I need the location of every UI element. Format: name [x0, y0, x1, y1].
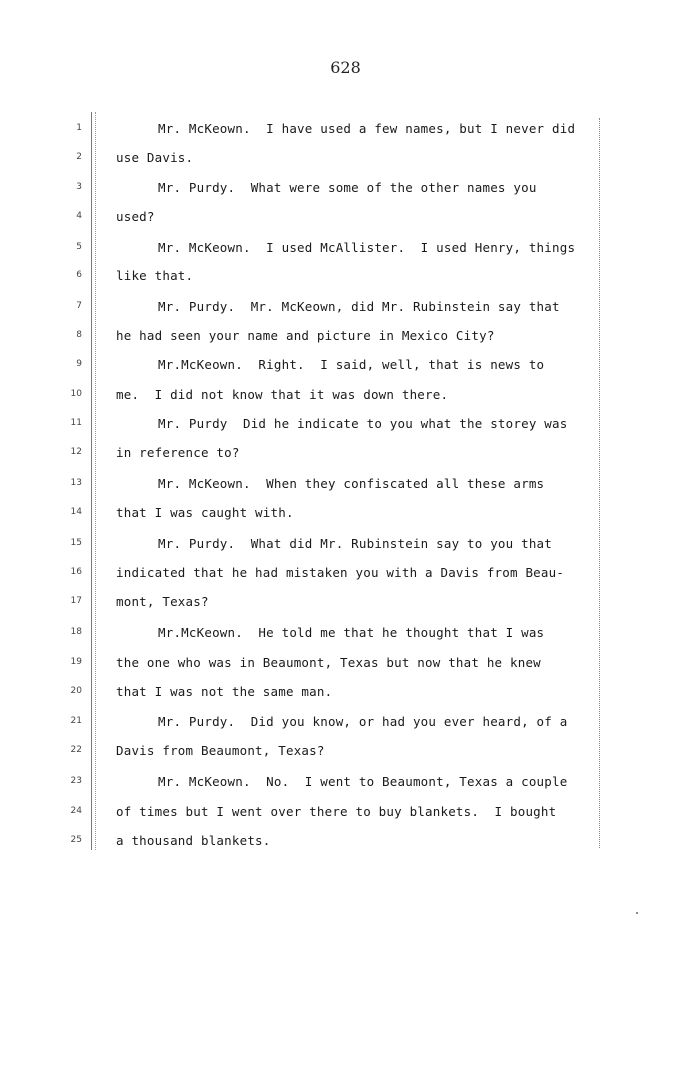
transcript-line: of times but I went over there to buy blankets. I bought — [116, 804, 557, 819]
transcript-line: indicated that he had mistaken you with a Davis from Beau- — [116, 565, 565, 580]
line-number: 25 — [70, 835, 82, 845]
line-number: 7 — [76, 301, 82, 311]
line-number: 6 — [76, 270, 82, 280]
line-number: 17 — [70, 596, 82, 606]
line-number: 12 — [70, 447, 82, 457]
line-number: 4 — [76, 211, 82, 221]
left-margin-rule — [91, 112, 96, 850]
transcript-line: the one who was in Beaumont, Texas but now that he knew — [116, 655, 541, 670]
right-margin-rule — [599, 118, 600, 848]
line-number: 3 — [76, 182, 82, 192]
transcript-line: use Davis. — [116, 150, 194, 165]
line-number: 2 — [76, 152, 82, 162]
transcript-line: Mr. Purdy. What were some of the other names you — [158, 180, 537, 195]
transcript-line: Mr. Purdy Did he indicate to you what the storey was — [158, 416, 568, 431]
line-number: 23 — [70, 776, 82, 786]
transcript-line: Mr. McKeown. No. I went to Beaumont, Texas a couple — [158, 774, 568, 789]
transcript-line: Mr. McKeown. I have used a few names, but I never did — [158, 121, 576, 136]
page-number: 628 — [330, 58, 361, 77]
scan-speck — [636, 912, 638, 914]
line-number: 8 — [76, 330, 82, 340]
transcript-line: used? — [116, 209, 155, 224]
transcript-line: mont, Texas? — [116, 594, 209, 609]
transcript-line: like that. — [116, 268, 194, 283]
transcript-line: Mr. Purdy. What did Mr. Rubinstein say to you that — [158, 536, 553, 551]
transcript-line: Mr.McKeown. He told me that he thought that I was — [158, 625, 545, 640]
line-number: 5 — [76, 242, 82, 252]
line-number: 13 — [70, 478, 82, 488]
transcript-line: me. I did not know that it was down there. — [116, 387, 449, 402]
transcript-line: Mr. Purdy. Did you know, or had you ever heard, of a — [158, 714, 568, 729]
line-number: 22 — [70, 745, 82, 755]
transcript-line: that I was not the same man. — [116, 684, 333, 699]
line-number: 11 — [70, 418, 82, 428]
line-number: 1 — [76, 123, 82, 133]
line-number: 24 — [70, 806, 82, 816]
transcript-line: in reference to? — [116, 445, 240, 460]
transcript-line: that I was caught with. — [116, 505, 294, 520]
line-number: 21 — [70, 716, 82, 726]
line-number: 18 — [70, 627, 82, 637]
transcript-line: Mr. Purdy. Mr. McKeown, did Mr. Rubinstein say that — [158, 299, 560, 314]
transcript-line: Mr.McKeown. Right. I said, well, that is news to — [158, 357, 545, 372]
line-number: 15 — [70, 538, 82, 548]
transcript-line: he had seen your name and picture in Mexico City? — [116, 328, 495, 343]
line-number: 14 — [70, 507, 82, 517]
line-number: 20 — [70, 686, 82, 696]
line-number: 19 — [70, 657, 82, 667]
transcript-line: a thousand blankets. — [116, 833, 271, 848]
line-number: 16 — [70, 567, 82, 577]
transcript-line: Mr. McKeown. I used McAllister. I used Henry, things — [158, 240, 576, 255]
transcript-line: Mr. McKeown. When they confiscated all these arms — [158, 476, 545, 491]
line-number: 9 — [76, 359, 82, 369]
line-number: 10 — [70, 389, 82, 399]
transcript-line: Davis from Beaumont, Texas? — [116, 743, 325, 758]
